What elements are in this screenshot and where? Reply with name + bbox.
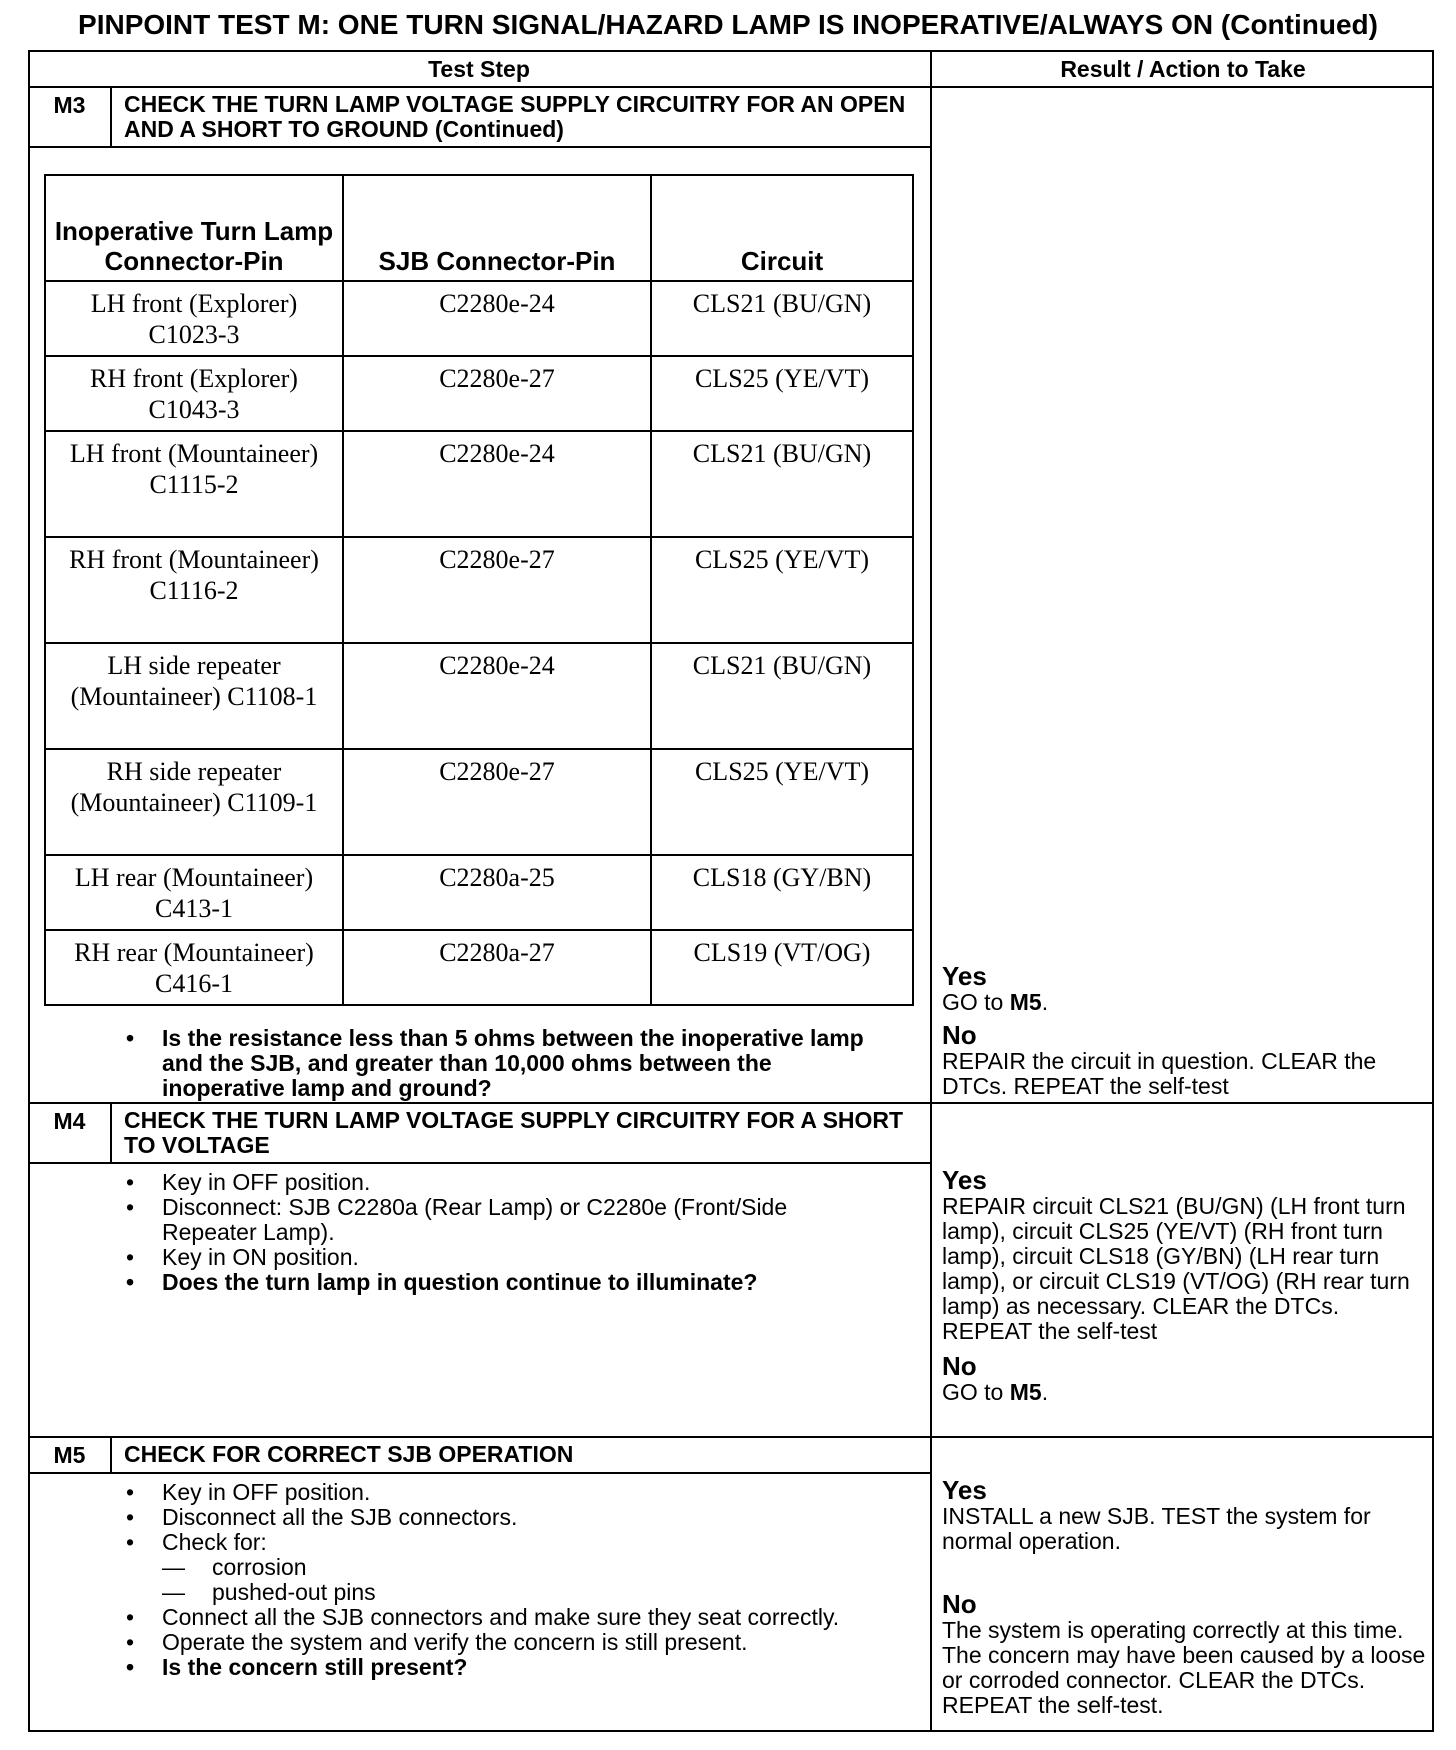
step-link-m5[interactable]: M5 [1009,989,1042,1015]
cell-lamp-pin: RH front (Explorer) C1043-3 [45,356,343,431]
step-m5-title: CHECK FOR CORRECT SJB OPERATION [124,1441,574,1467]
bullet-icon: • [126,1604,135,1630]
step-m4-id: M4 [53,1108,86,1134]
list-item-text: Connect all the SJB connectors and make sure they seat correctly. [162,1604,840,1630]
step-m3-instructions [124,1026,894,1101]
no-action [942,1380,1428,1405]
bullet-icon: • [126,1025,135,1051]
list-item-text: Key in OFF position. [162,1169,371,1195]
table-row [45,431,913,537]
cell-lamp-pin: LH side repeater (Mountaineer) C1108-1 [45,643,343,749]
question-text: Is the concern still present? [162,1654,468,1680]
list-item [124,1530,844,1555]
dash-icon: — [162,1554,185,1580]
no-action-text: GO to [942,1379,1010,1405]
list-item-text: Disconnect all the SJB connectors. [162,1504,518,1530]
list-item [124,1480,844,1505]
no-label: No [942,1589,977,1619]
sub-list-item-text: corrosion [212,1554,307,1580]
cell-circuit: CLS19 (VT/OG) [651,930,913,1005]
step-m5-result [942,1476,1428,1718]
col-header-circuit: Circuit [651,175,913,281]
cell-circuit: CLS21 (BU/GN) [651,643,913,749]
cell-sjb-pin: C2280e-24 [343,431,651,537]
cell-sjb-pin: C2280e-24 [343,643,651,749]
step-m3-result [942,962,1428,1099]
table-row [45,643,913,749]
table-row [45,855,913,930]
cell-circuit: CLS18 (GY/BN) [651,855,913,930]
bullet-icon: • [126,1269,135,1295]
bullet-icon: • [126,1529,135,1555]
col-header-sjb-pin: SJB Connector-Pin [343,175,651,281]
col-header-lamp-pin: Inoperative Turn Lamp Connector-Pin [45,175,343,281]
no-label: No [942,1020,977,1050]
table-header-row [45,175,913,281]
cell-lamp-pin: LH rear (Mountaineer) C413-1 [45,855,343,930]
step-m3-question [124,1026,894,1101]
cell-sjb-pin: C2280a-27 [343,930,651,1005]
table-row [45,356,913,431]
step-m4-question [124,1270,844,1295]
list-item [124,1630,844,1655]
step-m5-question [124,1655,844,1680]
cell-circuit: CLS25 (YE/VT) [651,356,913,431]
cell-sjb-pin: C2280e-24 [343,281,651,356]
list-item-text: Check for: [162,1529,267,1555]
list-item-text: Operate the system and verify the concern is still present. [162,1629,748,1655]
cell-sjb-pin: C2280a-25 [343,855,651,930]
sub-list-item [124,1555,844,1580]
step-m3-id: M3 [53,92,86,118]
list-item-text: Key in ON position. [162,1244,359,1270]
page-title: PINPOINT TEST M: ONE TURN SIGNAL/HAZARD LAMP IS INOPERATIVE/ALWAYS ON (Continued) [78,9,1378,40]
list-item-text: Key in OFF position. [162,1479,371,1505]
bullet-icon: • [126,1654,135,1680]
cell-lamp-pin: RH rear (Mountaineer) C416-1 [45,930,343,1005]
step-m4-title: CHECK THE TURN LAMP VOLTAGE SUPPLY CIRCUITRY FOR A SHORT TO VOLTAGE [124,1107,904,1158]
cell-circuit: CLS21 (BU/GN) [651,281,913,356]
dash-icon: — [162,1579,185,1605]
yes-action: REPAIR circuit CLS21 (BU/GN) (LH front turn lamp), circuit CLS25 (YE/VT) (RH front turn lamp), circuit CLS18 (GY/BN) (LH rear turn lamp), or circuit CLS19 (VT/OG) (RH rear turn lamp) as necessary. CLEAR the DTCs. REPEAT the self-test [942,1193,1410,1344]
yes-action [942,990,1428,1015]
bullet-icon: • [126,1194,135,1220]
sub-list-item [124,1580,844,1605]
no-label: No [942,1351,977,1381]
no-action: The system is operating correctly at this time. The concern may have been caused by a loose or corroded connector. CLEAR the DTCs. REPEAT the self-test. [942,1617,1426,1718]
list-item [124,1195,844,1245]
table-row [45,537,913,643]
connector-pin-table [44,174,914,1006]
yes-label: Yes [942,1475,987,1505]
list-item [124,1245,844,1270]
header-result: Result / Action to Take [1060,56,1306,82]
bullet-icon: • [126,1169,135,1195]
table-row [45,281,913,356]
header-test-step: Test Step [428,56,530,82]
cell-circuit: CLS25 (YE/VT) [651,749,913,855]
yes-label: Yes [942,1165,987,1195]
question-text: Does the turn lamp in question continue to illuminate? [162,1269,758,1295]
table-row [45,749,913,855]
cell-lamp-pin: RH side repeater (Mountaineer) C1109-1 [45,749,343,855]
question-text: Is the resistance less than 5 ohms between the inoperative lamp and the SJB, and greater than 10,000 ohms between the inoperative lamp and ground? [162,1025,864,1101]
yes-action: INSTALL a new SJB. TEST the system for normal operation. [942,1503,1371,1554]
cell-sjb-pin: C2280e-27 [343,356,651,431]
list-item [124,1605,844,1630]
table-row [45,930,913,1005]
bullet-icon: • [126,1479,135,1505]
bullet-icon: • [126,1244,135,1270]
step-m4-result [942,1166,1428,1405]
yes-action-suffix: . [1041,989,1049,1015]
sub-list-item-text: pushed-out pins [212,1579,376,1605]
cell-lamp-pin: LH front (Explorer) C1023-3 [45,281,343,356]
no-action: REPAIR the circuit in question. CLEAR the DTCs. REPEAT the self-test [942,1048,1377,1099]
step-m3-title: CHECK THE TURN LAMP VOLTAGE SUPPLY CIRCUITRY FOR AN OPEN AND A SHORT TO GROUND (Continued) [124,91,906,142]
list-item [124,1170,844,1195]
yes-action-text: GO to [942,989,1010,1015]
cell-circuit: CLS21 (BU/GN) [651,431,913,537]
cell-sjb-pin: C2280e-27 [343,537,651,643]
list-item [124,1505,844,1530]
bullet-icon: • [126,1629,135,1655]
step-m5-instructions [124,1480,844,1680]
yes-label: Yes [942,961,987,991]
step-m5-id: M5 [53,1442,86,1468]
cell-lamp-pin: LH front (Mountaineer) C1115-2 [45,431,343,537]
cell-circuit: CLS25 (YE/VT) [651,537,913,643]
step-link-m5[interactable]: M5 [1009,1379,1042,1405]
step-m4-instructions [124,1170,844,1295]
cell-sjb-pin: C2280e-27 [343,749,651,855]
list-item-text: Disconnect: SJB C2280a (Rear Lamp) or C2280e (Front/Side Repeater Lamp). [162,1194,788,1245]
bullet-icon: • [126,1504,135,1530]
column-divider [930,50,932,1732]
no-action-suffix: . [1041,1379,1049,1405]
cell-lamp-pin: RH front (Mountaineer) C1116-2 [45,537,343,643]
